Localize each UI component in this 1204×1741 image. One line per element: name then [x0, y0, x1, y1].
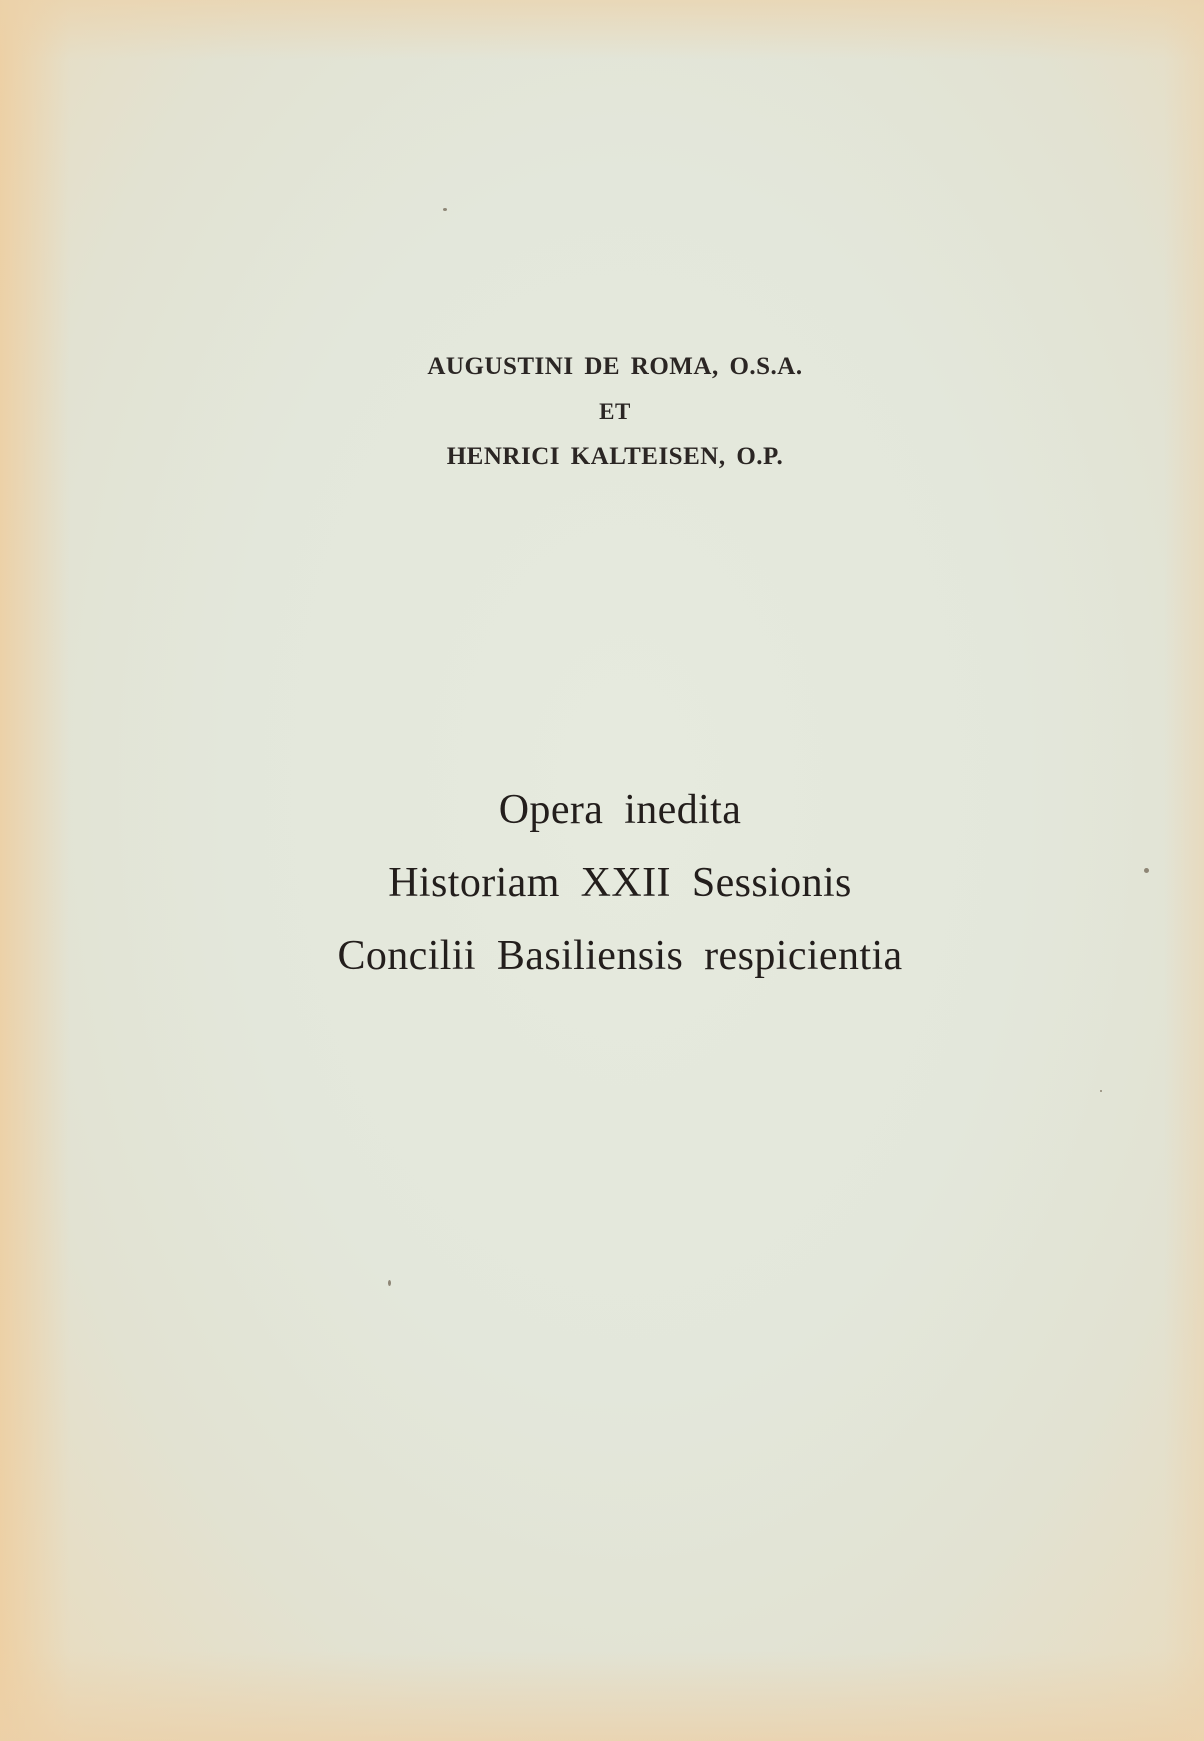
paper-speck	[1100, 1090, 1102, 1092]
author-conjunction: ET	[599, 399, 631, 424]
paper-speck	[388, 1280, 391, 1286]
paper-speck	[443, 208, 447, 211]
title-block	[0, 774, 1204, 993]
title-line-3: Concilii Basiliensis respicientia	[337, 933, 903, 979]
authors-block	[0, 344, 1204, 479]
aged-edge-top	[0, 0, 1204, 60]
aged-edge-bottom	[0, 1651, 1204, 1741]
author-line-kalteisen: HENRICI KALTEISEN, O.P.	[446, 443, 784, 470]
title-line-1: Opera inedita	[498, 787, 742, 833]
title-line-2: Historiam XXII Sessionis	[388, 860, 852, 906]
author-line-augustinus: AUGUSTINI DE ROMA, O.S.A.	[427, 353, 803, 380]
